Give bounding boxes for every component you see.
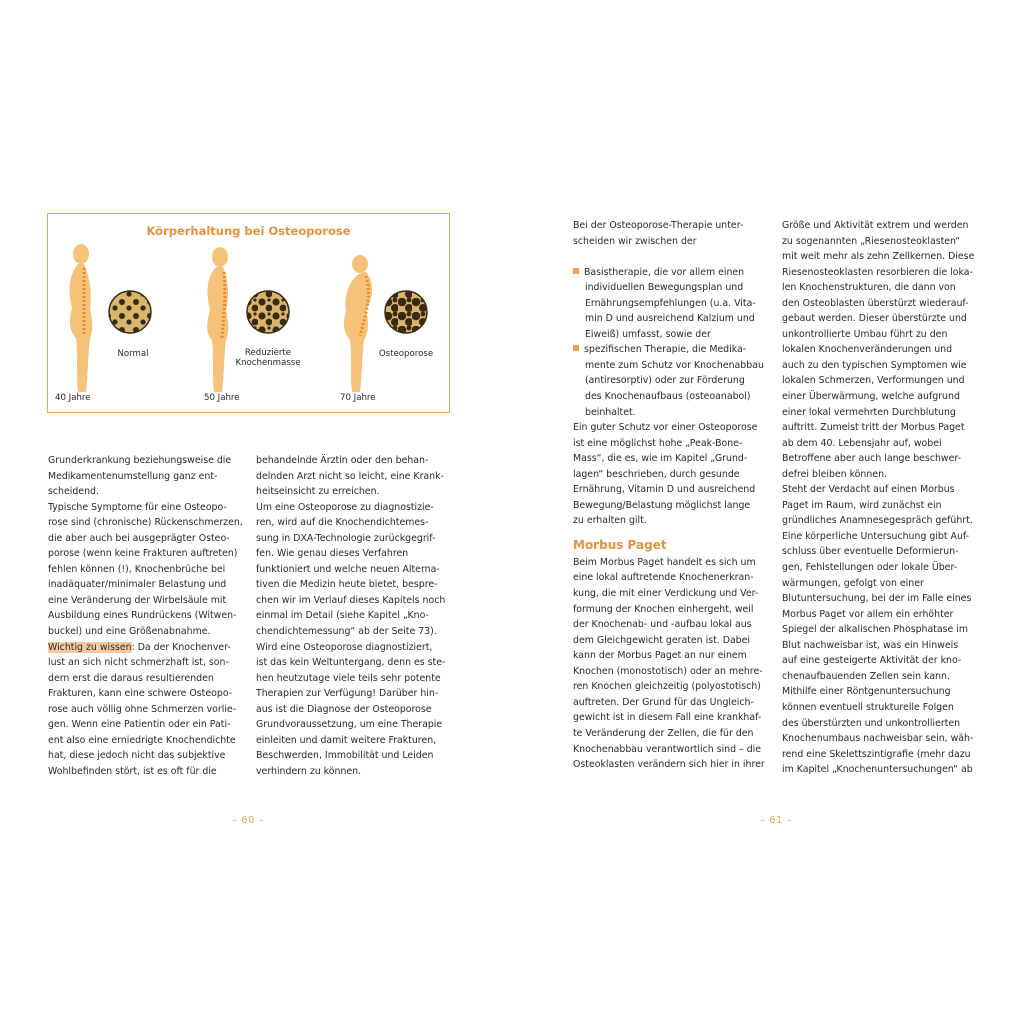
text-line: individuellen Bewegungsplan und xyxy=(585,282,744,294)
text-line: Wichtig zu wissen: Da der Knochenver- xyxy=(48,641,231,653)
highlight-important: Wichtig zu wissen xyxy=(48,641,132,653)
text-line: Knochenumbaus nachweisbar sein, wäh- xyxy=(782,733,974,745)
text-line: lagen“ beschrieben, durch gesunde xyxy=(573,468,740,480)
text-line: dern erst die daraus resultierenden xyxy=(48,672,214,684)
text-line: kung, die mit einer Verdickung und Ver- xyxy=(573,588,759,600)
text-line: Mass“, die es, wie im Kapitel „Grund- xyxy=(573,453,748,465)
text-line: kann der Morbus Paget an nur einem xyxy=(573,650,747,662)
age-label-50: 50 Jahre xyxy=(204,393,240,403)
text-line: Medikamentenumstellung ganz ent- xyxy=(48,470,218,482)
text-line: zu sogenannten „Riesenosteoklasten“ xyxy=(782,235,961,247)
text-line: len Knochenstrukturen, die dann von xyxy=(782,282,956,294)
text-line: Ausbildung eines Rundrückens (Witwen- xyxy=(48,610,237,622)
text-line: der Knochenab- und -aufbau lokal aus xyxy=(573,619,752,631)
text-line: (antiresorptiv) oder zur Förderung xyxy=(585,375,745,387)
text-line: Grunderkrankung beziehungsweise die xyxy=(48,455,232,466)
text-line: ren, wird auf die Knochendichtemes- xyxy=(256,517,429,529)
bone-reduced-icon xyxy=(247,291,289,333)
text-line: einmal im Detail (siehe Kapitel „Kno- xyxy=(256,610,429,622)
text-line: lust an sich nicht schmerzhaft ist, son- xyxy=(48,657,229,669)
text-line: auf eine gesteigerte Aktivität der kno- xyxy=(782,655,962,667)
text-line: Frakturen, kann eine schwere Osteopo- xyxy=(48,688,233,700)
text-line: unkontrollierte Umbau führt zu den xyxy=(782,328,948,340)
text-line: Wird eine Osteoporose diagnostiziert, xyxy=(256,641,433,653)
text-line: gründliches Anamnesegespräch geführt. xyxy=(782,515,973,527)
text-line: können eventuell strukturelle Folgen xyxy=(782,701,954,713)
text-line: Beschwerden, Immobilität und Leiden xyxy=(256,750,434,762)
page-number-left: – 60 – xyxy=(232,815,265,826)
text-line: beinhaltet. xyxy=(585,406,636,418)
text-line: te Veränderung der Zellen, die für den xyxy=(573,727,754,739)
panel-label-osteoporosis: Osteoporose xyxy=(378,349,434,359)
text-line: inadäquater/minimaler Belastung und xyxy=(48,579,227,591)
text-line: Betroffene aber auch lange beschwer- xyxy=(782,453,961,465)
text-line: zu erhalten gilt. xyxy=(573,515,647,527)
section-heading: Morbus Paget xyxy=(573,537,667,552)
text-line: schluss über eventuelle Deformierun- xyxy=(782,546,959,558)
text-line: chen wir im Verlauf dieses Kapitels noch xyxy=(256,594,446,606)
text-line: ist eine möglichst hohe „Peak-Bone- xyxy=(573,437,743,449)
posture-illustration xyxy=(48,214,449,412)
age-label-40: 40 Jahre xyxy=(55,393,91,403)
text-line: Steht der Verdacht auf einen Morbus xyxy=(782,484,955,496)
text-line: Mithilfe einer Röntgenuntersuchung xyxy=(782,686,951,698)
text-line: ren Knochen gleichzeitig (polyostotisch) xyxy=(573,681,761,693)
text-line: lokalen Knochenveränderungen und xyxy=(782,344,953,356)
text-line: defrei bleiben können. xyxy=(782,468,887,480)
text-line: hat, diese jedoch nicht das subjektive xyxy=(48,750,226,762)
text-line: dem Gleichgewicht geraten ist. Dabei xyxy=(573,634,751,646)
text-line: Therapien zur Verfügung! Darüber hin- xyxy=(256,688,439,700)
text-line: min D und ausreichend Kalzium und xyxy=(585,313,755,325)
text-line: hen heutzutage viele teils sehr potente xyxy=(256,672,441,684)
bullet-square-icon xyxy=(573,268,579,274)
text-line: chenaufbauenden Zellen sein kann. xyxy=(782,670,950,682)
text-line: rose auch völlig ohne Schmerzen vorlie- xyxy=(48,703,237,715)
text-line: Knochenabbau verantwortlich sind – die xyxy=(573,743,762,755)
text-line: delnden Arzt nicht so leicht, eine Krank- xyxy=(256,470,444,482)
figure-title: Körperhaltung bei Osteoporose xyxy=(146,224,351,238)
text-line: funktioniert und welche neuen Alterna- xyxy=(256,563,440,575)
text-line: auftritt. Zumeist tritt der Morbus Paget xyxy=(782,422,965,434)
text-line: einer Überwärmung, welche aufgrund xyxy=(782,391,960,403)
text-line: sung in DXA-Technologie zurückgegrif- xyxy=(256,532,436,544)
text-line: verhindern zu können. xyxy=(256,765,362,777)
text-line: auftreten. Der Grund für das Ungleich- xyxy=(573,696,754,708)
woman-figure-osteoporosis xyxy=(344,255,372,392)
text-line: gen, Fehlstellungen oder lokale Über- xyxy=(782,562,958,574)
text-line: formung der Knochen einhergeht, weil xyxy=(573,603,754,615)
text-line: heitseinsicht zu erreichen. xyxy=(256,486,380,498)
bullet-item: spezifischen Therapie, die Medika- xyxy=(573,342,765,358)
text-line: einleiten und damit weitere Frakturen, xyxy=(256,734,437,746)
text-line: Knochen (monostotisch) oder an mehre- xyxy=(573,665,763,677)
bullet-item: Basistherapie, die vor allem einen xyxy=(573,265,765,281)
text-line: im Kapitel „Knochenuntersuchungen“ ab xyxy=(782,764,973,776)
text-line: eine Veränderung der Wirbelsäule mit xyxy=(48,594,227,606)
text-line: Ernährungsempfehlungen (u.a. Vita- xyxy=(585,297,756,309)
text-line: buckel) und eine Größenabnahme. xyxy=(48,626,211,638)
panel-label-reduced: Reduzierte Knochenmasse xyxy=(235,348,301,368)
text-line: Größe und Aktivität extrem und werden xyxy=(782,220,969,231)
text-line: gebaut werden. Dieser überstürzte und xyxy=(782,313,967,325)
text-line: Bei der Osteoporose-Therapie unter- xyxy=(573,220,744,231)
text-line: mente zum Schutz vor Knochenabbau xyxy=(585,359,764,371)
age-label-70: 70 Jahre xyxy=(340,393,376,403)
text-line: Ein guter Schutz vor einer Osteoporose xyxy=(573,422,758,434)
woman-figure-normal xyxy=(70,244,93,392)
bullet-square-icon xyxy=(573,345,579,351)
text-line: Spiegel der alkalischen Phosphatase im xyxy=(782,624,969,636)
text-line: Riesenosteoklasten resorbieren die loka- xyxy=(782,266,973,278)
text-line: des überstürzten und unkontrollierten xyxy=(782,717,961,729)
text-line: fehlen können (!), Knochenbrüche bei xyxy=(48,563,226,575)
right-page-column-2 xyxy=(782,218,974,778)
text-line: den Osteoblasten überstürzt wiederauf- xyxy=(782,297,969,309)
text-line: behandelnde Ärztin oder den behan- xyxy=(256,455,429,466)
text-line: Morbus Paget vor allem ein erhöhter xyxy=(782,608,954,620)
text-line: aus ist die Diagnose der Osteoporose xyxy=(256,703,432,715)
text-line: auch zu den typischen Symptomen wie xyxy=(782,359,967,371)
left-page-column-2 xyxy=(256,453,445,779)
text-line: ab dem 40. Lebensjahr auf, wobei xyxy=(782,437,942,449)
text-line: Blutuntersuchung, bei der im Falle eines xyxy=(782,593,972,605)
panel-label-normal: Normal xyxy=(117,349,149,359)
text-line: scheidend. xyxy=(48,486,99,498)
text-line: lokalen Schmerzen, Verformungen und xyxy=(782,375,965,387)
text-line: ist das kein Weltuntergang, denn es ste- xyxy=(256,657,446,669)
text-line: Eiweiß) umfasst, sowie der xyxy=(585,328,711,340)
text-line: Beim Morbus Paget handelt es sich um xyxy=(573,556,756,568)
text-line: rend eine Skelettszintigrafie (mehr dazu xyxy=(782,748,971,760)
text-line: Grundvoraussetzung, um eine Therapie xyxy=(256,719,443,731)
right-page-column-1 xyxy=(573,218,765,773)
text-line: einer lokal vermehrten Durchblutung xyxy=(782,406,956,418)
text-line: Typische Symptome für eine Osteopo- xyxy=(48,501,227,513)
text-line: Osteoklasten verändern sich hier in ihrer xyxy=(573,759,765,771)
left-page-column-1 xyxy=(48,453,243,779)
text-line: eine lokal auftretende Knochenerkran- xyxy=(573,572,754,584)
text-line: mit weit mehr als zehn Zellkernen. Diese xyxy=(782,251,975,263)
text-line: ent also eine erniedrigte Knochendichte xyxy=(48,734,236,746)
text-line: porose (wenn keine Frakturen auftreten) xyxy=(48,548,238,560)
text-line: Paget im Raum, wird zunächst ein xyxy=(782,499,942,511)
text-line: Um eine Osteoporose zu diagnostizie- xyxy=(256,501,434,513)
osteoporosis-posture-figure xyxy=(47,213,450,413)
text-line: fen. Wie genau dieses Verfahren xyxy=(256,548,409,560)
text-line: wärmungen, gefolgt von einer xyxy=(782,577,924,589)
page-number-right: – 61 – xyxy=(760,815,793,826)
text-line: gen. Wenn eine Patientin oder ein Pati- xyxy=(48,719,231,731)
text-line: die aber auch bei ausgeprägter Osteo- xyxy=(48,532,230,544)
text-line: Ernährung, Vitamin D und ausreichend xyxy=(573,484,756,496)
bone-osteoporosis-icon xyxy=(385,291,427,333)
text-line: rose sind (chronische) Rückenschmerzen, xyxy=(48,517,243,529)
text-line: gewicht ist in diesem Fall eine krankhaf- xyxy=(573,712,762,724)
text-line: Blut nachweisbar ist, was ein Hinweis xyxy=(782,639,959,651)
text-line: Eine körperliche Untersuchung gibt Auf- xyxy=(782,530,970,542)
text-line: tiven die Medizin heute bietet, bespre- xyxy=(256,579,438,591)
text-line: Wohlbefinden stört, ist es oft für die xyxy=(48,765,217,777)
woman-figure-reduced xyxy=(207,247,228,392)
text-line: des Knochenaufbaus (osteoanabol) xyxy=(585,391,751,403)
text-line: scheiden wir zwischen der xyxy=(573,235,697,247)
text-line: Bewegung/Belastung möglichst lange xyxy=(573,499,751,511)
text-line: chendichtemessung“ ab der Seite 73). xyxy=(256,626,437,638)
bone-normal-icon xyxy=(109,291,151,333)
